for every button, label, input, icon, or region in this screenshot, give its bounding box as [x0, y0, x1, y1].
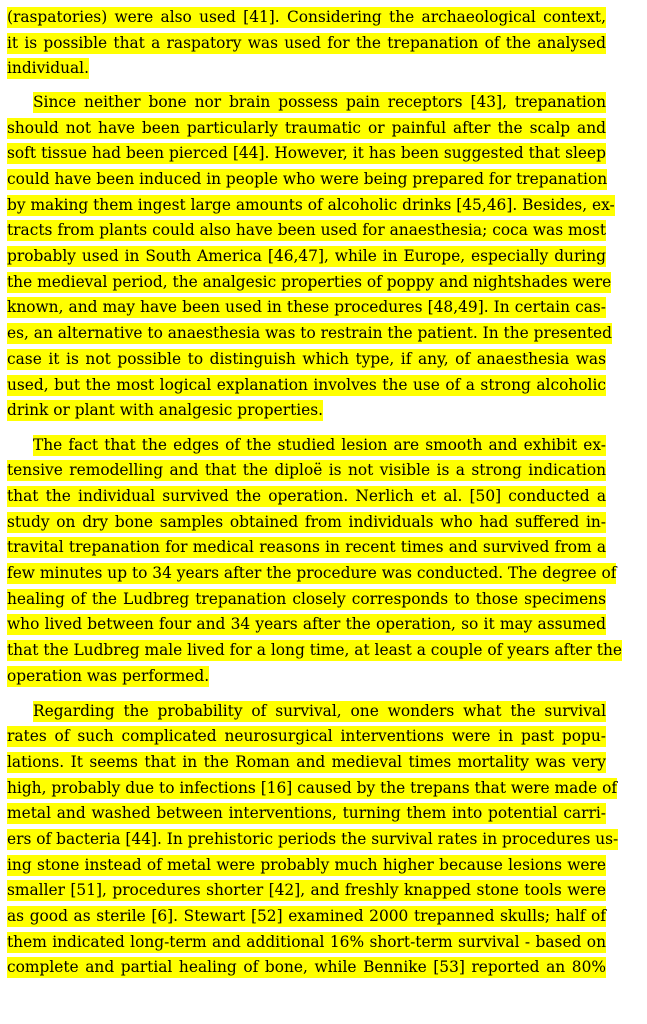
text-line: known, and may have been used in these procedures [48,49]. In certain cas- [7, 298, 606, 316]
text-line: high, probably due to infections [16] caused by the trepans that were made of [7, 779, 618, 797]
text-line: (raspatories) were also used [41]. Considering the archaeological context, [7, 8, 606, 26]
text-line: Since neither bone nor brain possess pain receptors [43], trepanation [33, 93, 606, 111]
text-line: Regarding the probability of survival, one wonders what the survival [33, 702, 606, 720]
text-line: used, but the most logical explanation involves the use of a strong alcoholic [7, 376, 606, 394]
text-line: few minutes up to 34 years after the procedure was conducted. The degree of [7, 564, 617, 582]
text-line: healing of the Ludbreg trepanation closely corresponds to those specimens [7, 590, 606, 608]
text-line: The fact that the edges of the studied lesion are smooth and exhibit ex- [33, 436, 606, 454]
text-line: case it is not possible to distinguish which type, if any, of anaesthesia was [7, 350, 606, 368]
text-line: drink or plant with analgesic properties. [7, 401, 324, 419]
text-line: complete and partial healing of bone, while Bennike [53] reported an 80% [7, 958, 606, 976]
text-line: probably used in South America [46,47], while in Europe, especially during [7, 247, 606, 265]
text-line: who lived between four and 34 years after the operation, so it may assumed [7, 615, 606, 633]
text-line: metal and washed between interventions, turning them into potential carri- [7, 804, 606, 822]
text-line: could have been induced in people who were being prepared for trepanation [7, 170, 608, 188]
text-line: soft tissue had been pierced [44]. However, it has been suggested that sleep [7, 144, 606, 162]
text-line: them indicated long-term and additional 16% short-term survival - based on [7, 933, 606, 951]
text-line: as good as sterile [6]. Stewart [52] examined 2000 trepanned skulls; half of [7, 907, 606, 925]
text-line: it is possible that a raspatory was used for the trepanation of the analysed [7, 34, 606, 52]
text-line: es, an alternative to anaesthesia was to restrain the patient. In the presented [7, 324, 612, 342]
text-line: tensive remodelling and that the diploë is not visible is a strong indication [7, 461, 606, 479]
text-line: rates of such complicated neurosurgical interventions were in past popu- [7, 727, 606, 745]
text-line: lations. It seems that in the Roman and medieval times mortality was very [7, 753, 606, 771]
text-line: should not have been particularly traumatic or painful after the scalp and [7, 119, 606, 137]
text-line: individual. [7, 59, 89, 77]
text-line: that the Ludbreg male lived for a long time, at least a couple of years after the [7, 641, 622, 659]
text-line: that the individual survived the operation. Nerlich et al. [50] conducted a [7, 487, 606, 505]
text-line: smaller [51], procedures shorter [42], and freshly knapped stone tools were [7, 881, 606, 899]
text-line: tracts from plants could also have been used for anaesthesia; coca was most [7, 221, 606, 239]
text-line: ers of bacteria [44]. In prehistoric periods the survival rates in procedures us- [7, 830, 619, 848]
text-line: study on dry bone samples obtained from individuals who had suffered in- [7, 513, 606, 531]
text-line: by making them ingest large amounts of alcoholic drinks [45,46]. Besides, ex- [7, 196, 615, 214]
text-line: ing stone instead of metal were probably much higher because lesions were [7, 856, 606, 874]
text-line: travital trepanation for medical reasons in recent times and survived from a [7, 538, 606, 556]
text-line: operation was performed. [7, 667, 210, 685]
text-line: the medieval period, the analgesic properties of poppy and nightshades were [7, 273, 612, 291]
